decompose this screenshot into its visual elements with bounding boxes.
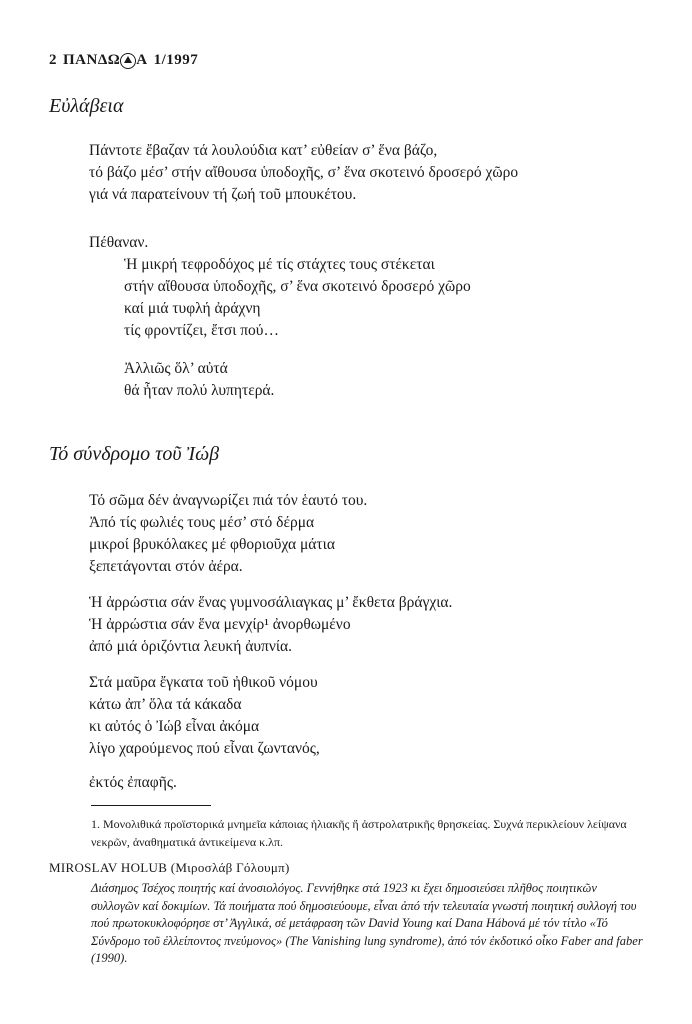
poem-line: τό βάζο μέσ’ στήν αἴθουσα ὑποδοχῆς, σ’ ἕνα σκοτεινό δροσερό χῶρο — [89, 164, 519, 181]
poem-line: Πάντοτε ἔβαζαν τά λουλούδια κατ’ εὐθείαν σ’ ἕνα βάζο, — [89, 142, 438, 159]
issue-number: 1/1997 — [153, 52, 199, 68]
poem-line: λίγο χαρούμενος πού εἶναι ζωντανός, — [89, 740, 320, 757]
footnote-divider — [91, 805, 211, 806]
poem-line: ἀπό μιά ὁριζόντια λευκή ἀυπνία. — [89, 638, 292, 655]
poem-line: Ἀλλιῶς ὅλ’ αὐτά — [124, 360, 228, 377]
page-header — [49, 52, 198, 69]
footnote: 1. Μονολιθικά προϊστορικά μνημεῖα κάποιας ἡλιακῆς ἤ ἀστρολατρικῆς θρησκείας. Συχνά περικλείουν λείψανα νεκρῶν, ἀναθηματικά ἀντικείμενα κ.λπ. — [91, 817, 627, 849]
poem-title: Εὐλάβεια — [49, 95, 124, 117]
poem-line: Ἡ ἀρρώστια σάν ἕνας γυμνοσάλιαγκας μ’ ἔκθετα βράγχια. — [89, 594, 453, 611]
author-name: MIROSLAV HOLUB (Μιροσλάβ Γόλουμπ) — [49, 860, 290, 875]
poem-line: Στά μαῦρα ἔγκατα τοῦ ἠθικοῦ νόμου — [89, 674, 318, 691]
poem-line: κι αὐτός ὁ Ἰώβ εἶναι ἀκόμα — [89, 718, 260, 735]
poem-line: θά ἦταν πολύ λυπητερά. — [124, 382, 275, 399]
poem-line: Τό σῶμα δέν ἀναγνωρίζει πιά τόν ἑαυτό του. — [89, 492, 368, 509]
poem-line: στήν αἴθουσα ὑποδοχῆς, σ’ ἕνα σκοτεινό δροσερό χῶρο — [124, 278, 471, 295]
page-number: 2 — [49, 52, 57, 68]
magazine-name: ΠΑΝΔΩ Α — [63, 52, 148, 68]
poem-line: γιά νά παρατείνουν τή ζωή τοῦ μπουκέτου. — [89, 186, 357, 203]
poem-title: Τό σύνδρομο τοῦ Ἰώβ — [49, 443, 220, 465]
poem-line: καί μιά τυφλή ἀράχνη — [124, 300, 261, 317]
poem-line: Πέθαναν. — [89, 234, 149, 251]
poem-line: κάτω ἀπ’ ὅλα τά κάκαδα — [89, 696, 242, 713]
poem-line: Ἀπό τίς φωλιές τους μέσ’ στό δέρμα — [89, 514, 315, 531]
poem-line: Ἡ ἀρρώστια σάν ἕνα μενχίρ¹ ἀνορθωμένο — [89, 616, 351, 633]
poem-line: τίς φροντίζει, ἔτσι πού… — [124, 322, 279, 339]
poem-line: Ἡ μικρή τεφροδόχος μέ τίς στάχτες τους στέκεται — [124, 256, 435, 273]
poem-line: ξεπετάγονται στόν ἀέρα. — [89, 558, 243, 575]
poem-line: μικροί βρυκόλακες μέ φθοριοῦχα μάτια — [89, 536, 335, 553]
magazine-logo-icon — [120, 53, 136, 69]
poem-line: ἐκτός ἐπαφῆς. — [89, 774, 177, 791]
author-bio: Διάσημος Τσέχος ποιητής καί ἀνοσιολόγος. Γεννήθηκε στά 1923 κι ἔχει δημοσιεύσει πλῆθος ποιητικῶν συλλογῶν καί δοκιμίων. Τά ποιήματα πού δημοσιεύουμε, εἶναι ἀπό τήν τελευταία γνωστή ποιητική συλλογή του πού πρωτοκυκλοφόρησε στ’ Ἀγγλικά, σέ μετάφραση τῶν David Young καί Dana Hábová μέ τόν τίτλο «Τό Σύνδρομο τοῦ ἐλλείποντος πνεύμονος» (The Vanishing lung syndrome), ἀπό τόν ἐκδοτικό οἶκο Faber and faber (1990). — [91, 881, 643, 965]
